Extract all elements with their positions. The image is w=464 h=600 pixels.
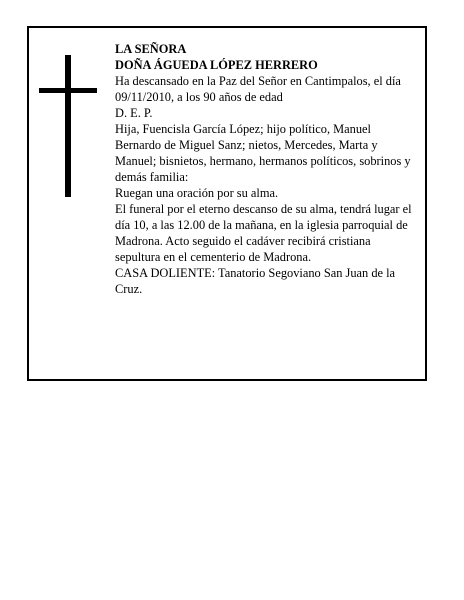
rip-text: D. E. P. <box>115 106 153 120</box>
obituary-notice <box>27 26 427 381</box>
family-list: Hija, Fuencisla García López; hijo político, Manuel Bernardo de Miguel Sanz; nietos, Mercedes, Marta y Manuel; bisnietos, hermano, hermanos políticos, sobrinos y demás familia: <box>115 122 411 184</box>
notice-title: LA SEÑORA <box>115 42 187 56</box>
prayer-request: Ruegan una oración por su alma. <box>115 186 279 200</box>
funeral-info: El funeral por el eterno descanso de su alma, tendrá lugar el día 10, a las 12.00 de la mañana, en la iglesia parroquial de Madrona. Acto seguido el cadáver recibirá cristiana sepultura en el cementerio de Madrona. <box>115 202 412 264</box>
notice-body <box>115 41 415 297</box>
cross-vertical-bar <box>65 55 71 197</box>
mourning-house: CASA DOLIENTE: Tanatorio Segoviano San Juan de la Cruz. <box>115 266 396 296</box>
deceased-name: DOÑA ÁGUEDA LÓPEZ HERRERO <box>115 58 318 72</box>
death-info: Ha descansado en la Paz del Señor en Cantimpalos, el día 09/11/2010, a los 90 años de edad <box>115 74 401 104</box>
cross-horizontal-bar <box>39 88 97 93</box>
latin-cross-icon <box>39 55 97 197</box>
